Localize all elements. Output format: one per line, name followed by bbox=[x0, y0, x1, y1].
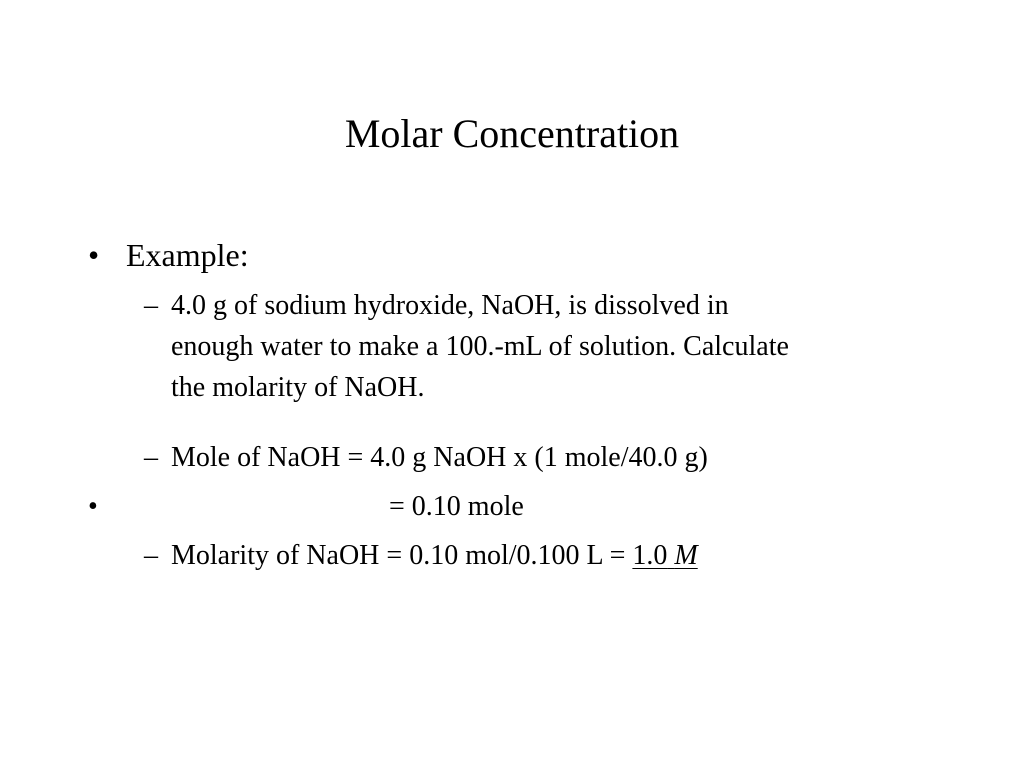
bullet-text: Example: bbox=[126, 237, 249, 273]
slide-title: Molar Concentration bbox=[344, 111, 680, 156]
dash-marker: – bbox=[144, 540, 158, 571]
problem-line-1: 4.0 g of sodium hydroxide, NaOH, is dissolved in bbox=[171, 290, 729, 321]
molarity-answer bbox=[632, 540, 697, 571]
dash-marker: – bbox=[144, 442, 158, 473]
dash-marker: – bbox=[144, 290, 158, 321]
molarity-text bbox=[171, 536, 698, 576]
problem-line-3: the molarity of NaOH. bbox=[171, 372, 425, 403]
answer-unit: M bbox=[674, 540, 698, 571]
bullet-marker: • bbox=[88, 491, 98, 522]
problem-line-2: enough water to make a 100.-mL of solution. Calculate bbox=[171, 331, 789, 362]
answer-value: 1.0 bbox=[632, 540, 668, 571]
moles-text: Mole of NaOH = 4.0 g NaOH x (1 mole/40.0 g) bbox=[171, 442, 708, 473]
molarity-equation: Molarity of NaOH = 0.10 mol/0.100 L = bbox=[171, 540, 633, 571]
result-text: = 0.10 mole bbox=[389, 491, 524, 522]
bullet-marker: • bbox=[88, 237, 100, 273]
